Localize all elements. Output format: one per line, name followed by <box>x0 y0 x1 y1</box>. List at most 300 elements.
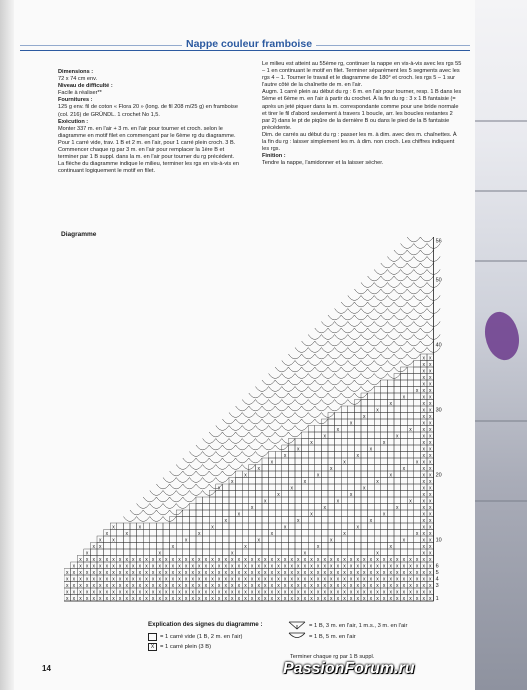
svg-text:x: x <box>422 413 425 420</box>
svg-text:x: x <box>138 569 142 576</box>
svg-text:x: x <box>402 394 406 401</box>
svg-text:x: x <box>79 569 82 576</box>
svg-text:x: x <box>184 556 188 563</box>
svg-text:x: x <box>310 563 313 570</box>
svg-text:x: x <box>184 563 188 570</box>
svg-text:x: x <box>429 368 432 375</box>
svg-text:x: x <box>429 439 432 446</box>
svg-text:x: x <box>376 589 379 596</box>
svg-text:x: x <box>85 582 89 589</box>
svg-text:x: x <box>349 582 353 589</box>
svg-text:x: x <box>217 582 221 589</box>
svg-text:x: x <box>316 556 320 563</box>
svg-text:x: x <box>349 491 353 498</box>
svg-text:x: x <box>336 556 340 563</box>
svg-text:x: x <box>257 556 260 563</box>
svg-text:x: x <box>125 556 128 563</box>
svg-text:x: x <box>429 459 432 466</box>
svg-text:x: x <box>158 556 161 563</box>
svg-text:x: x <box>237 511 241 518</box>
svg-text:x: x <box>198 582 201 589</box>
diagram-title: Diagramme <box>61 231 97 238</box>
svg-text:x: x <box>290 589 293 596</box>
svg-text:x: x <box>369 569 373 576</box>
svg-text:x: x <box>415 595 419 602</box>
svg-text:x: x <box>184 582 188 589</box>
svg-text:x: x <box>277 576 280 583</box>
svg-text:x: x <box>79 582 82 589</box>
svg-text:x: x <box>231 595 234 602</box>
svg-text:x: x <box>158 595 161 602</box>
svg-text:x: x <box>250 589 254 596</box>
svg-text:x: x <box>264 595 267 602</box>
difficulty-value: Facile à réaliser** <box>58 90 102 97</box>
svg-text:x: x <box>396 569 399 576</box>
svg-text:x: x <box>336 595 340 602</box>
svg-text:x: x <box>402 563 406 570</box>
svg-text:x: x <box>422 589 425 596</box>
svg-text:x: x <box>343 576 346 583</box>
svg-text:x: x <box>105 595 109 602</box>
svg-text:x: x <box>132 563 135 570</box>
svg-text:x: x <box>165 569 168 576</box>
svg-text:x: x <box>158 569 161 576</box>
svg-text:x: x <box>92 563 95 570</box>
svg-text:x: x <box>191 589 194 596</box>
svg-text:x: x <box>356 563 359 570</box>
svg-text:x: x <box>132 582 135 589</box>
svg-text:x: x <box>250 504 254 511</box>
svg-text:x: x <box>224 569 227 576</box>
svg-text:x: x <box>422 374 425 381</box>
svg-text:x: x <box>237 556 241 563</box>
svg-text:x: x <box>66 569 69 576</box>
svg-text:x: x <box>429 576 432 583</box>
svg-text:x: x <box>92 576 95 583</box>
svg-text:x: x <box>270 530 274 537</box>
svg-text:x: x <box>363 569 366 576</box>
svg-text:x: x <box>85 576 89 583</box>
svg-text:x: x <box>363 595 366 602</box>
svg-text:x: x <box>151 563 155 570</box>
svg-text:x: x <box>396 556 399 563</box>
svg-text:x: x <box>79 595 82 602</box>
svg-text:x: x <box>376 556 379 563</box>
svg-text:x: x <box>396 576 399 583</box>
svg-text:x: x <box>237 582 241 589</box>
svg-text:x: x <box>422 368 425 375</box>
svg-text:x: x <box>323 504 326 511</box>
svg-text:x: x <box>349 420 353 427</box>
svg-text:x: x <box>264 569 267 576</box>
svg-text:x: x <box>349 589 353 596</box>
svg-text:x: x <box>429 595 432 602</box>
svg-text:x: x <box>237 569 241 576</box>
svg-text:x: x <box>297 595 300 602</box>
svg-text:x: x <box>283 452 287 459</box>
svg-text:x: x <box>429 433 432 440</box>
svg-text:x: x <box>178 563 181 570</box>
svg-text:x: x <box>422 361 425 368</box>
svg-text:x: x <box>356 556 359 563</box>
finishing-value: Tendre la nappe, l'amidonner et la laisser sécher. <box>262 160 384 167</box>
svg-text:x: x <box>429 543 432 550</box>
svg-text:x: x <box>191 563 194 570</box>
svg-text:x: x <box>409 426 412 433</box>
svg-text:x: x <box>330 537 333 544</box>
svg-text:x: x <box>264 498 267 505</box>
svg-text:x: x <box>264 576 267 583</box>
svg-text:x: x <box>211 556 214 563</box>
svg-text:x: x <box>310 511 313 518</box>
svg-text:x: x <box>92 569 95 576</box>
svg-text:x: x <box>336 426 340 433</box>
svg-text:x: x <box>283 589 287 596</box>
svg-text:x: x <box>336 569 340 576</box>
svg-text:x: x <box>429 511 432 518</box>
svg-text:x: x <box>323 563 326 570</box>
svg-text:x: x <box>270 582 274 589</box>
svg-text:x: x <box>316 543 320 550</box>
svg-text:x: x <box>112 582 115 589</box>
svg-text:x: x <box>125 582 128 589</box>
svg-text:x: x <box>422 491 425 498</box>
row-number-label: 4 <box>435 576 439 583</box>
svg-text:x: x <box>396 582 399 589</box>
legend-arch-1 <box>288 621 407 630</box>
svg-text:x: x <box>310 589 313 596</box>
svg-text:x: x <box>429 517 432 524</box>
svg-text:x: x <box>118 589 122 596</box>
svg-text:x: x <box>415 589 419 596</box>
svg-text:x: x <box>171 576 175 583</box>
svg-text:x: x <box>363 485 366 492</box>
svg-text:x: x <box>270 569 274 576</box>
svg-text:x: x <box>151 556 155 563</box>
right-paragraph-3: Dim. de carrés au début du rg : passer les m. à dim. avec des m. chaînettes. À la fin du rg : laisser simplement les m. à dim. non croch. Les chiffres indiquent les rgs. <box>262 131 457 153</box>
svg-text:x: x <box>257 595 260 602</box>
svg-text:x: x <box>422 433 425 440</box>
svg-text:x: x <box>151 569 155 576</box>
svg-text:x: x <box>376 576 379 583</box>
svg-text:x: x <box>66 582 69 589</box>
svg-text:x: x <box>369 446 373 453</box>
row-number-label: 40 <box>435 342 442 349</box>
svg-text:x: x <box>250 576 254 583</box>
svg-text:x: x <box>145 569 148 576</box>
svg-text:x: x <box>250 569 254 576</box>
svg-text:x: x <box>409 576 412 583</box>
svg-text:x: x <box>198 569 201 576</box>
svg-text:x: x <box>303 478 307 485</box>
svg-text:x: x <box>310 582 313 589</box>
svg-text:x: x <box>264 556 267 563</box>
svg-text:x: x <box>165 563 168 570</box>
right-paragraph-2: Augm. 1 carré plein au début du rg : 6 m. en l'air pour tourner, resp. 1 B dans les 5ème et 6ème m. en l'air à partir du crochet. À la fin du rg : 3 x 1 B fantaisie (= après un jeté piquer dans la m. correspondante comme pour une bride normale et tirer le fil d'abord seulement à travers 1 boucle, arr. les boucles restantes 2 par 2) dans le pt de piqûre de la dernière B ou dans le pied de la B fantaisie précédente. <box>262 89 462 131</box>
svg-text:x: x <box>250 556 254 563</box>
svg-text:x: x <box>422 576 425 583</box>
svg-text:x: x <box>145 582 148 589</box>
svg-text:x: x <box>303 589 307 596</box>
svg-text:x: x <box>112 569 115 576</box>
svg-text:x: x <box>316 595 320 602</box>
legend-arch-1-text: = 1 B, 3 m. en l'air, 1 m.s., 3 m. en l'air <box>309 622 408 629</box>
svg-text:x: x <box>112 589 115 596</box>
svg-text:x: x <box>125 563 128 570</box>
svg-text:x: x <box>316 563 320 570</box>
svg-text:x: x <box>429 472 432 479</box>
svg-text:x: x <box>303 550 307 557</box>
svg-text:x: x <box>323 582 326 589</box>
header-rule <box>20 50 470 51</box>
svg-text:x: x <box>297 446 300 453</box>
supplies-value: 125 g env. fil de coton « Flora 20 » (long. de fil 208 m/25 g) en framboise (col. 216) de GRÜNDL. 1 crochet No 1,5. <box>58 104 238 118</box>
svg-text:x: x <box>409 498 412 505</box>
svg-text:x: x <box>290 576 293 583</box>
svg-text:x: x <box>303 576 307 583</box>
legend-arch-2-text: = 1 B, 5 m. en l'air <box>309 633 356 640</box>
full-square-icon: X <box>148 643 157 651</box>
svg-text:x: x <box>132 576 135 583</box>
svg-text:x: x <box>105 569 109 576</box>
svg-text:x: x <box>191 582 194 589</box>
svg-text:x: x <box>165 595 168 602</box>
svg-text:x: x <box>323 569 326 576</box>
svg-text:x: x <box>231 576 234 583</box>
svg-text:x: x <box>343 556 346 563</box>
svg-text:x: x <box>145 576 148 583</box>
legend-full-square <box>148 643 211 651</box>
svg-text:x: x <box>211 582 214 589</box>
svg-text:x: x <box>277 491 280 498</box>
svg-text:x: x <box>224 576 227 583</box>
svg-text:x: x <box>244 563 247 570</box>
svg-text:x: x <box>72 569 76 576</box>
svg-text:x: x <box>396 504 399 511</box>
svg-text:x: x <box>198 595 201 602</box>
svg-text:x: x <box>224 556 227 563</box>
svg-text:x: x <box>79 576 82 583</box>
svg-text:x: x <box>151 595 155 602</box>
svg-text:x: x <box>429 491 432 498</box>
svg-text:x: x <box>184 595 188 602</box>
svg-text:x: x <box>396 595 399 602</box>
svg-text:x: x <box>165 576 168 583</box>
svg-text:x: x <box>224 582 227 589</box>
svg-text:x: x <box>343 595 346 602</box>
svg-text:x: x <box>297 569 300 576</box>
svg-text:x: x <box>363 589 366 596</box>
svg-text:x: x <box>204 589 208 596</box>
svg-text:x: x <box>105 589 109 596</box>
svg-text:x: x <box>349 576 353 583</box>
svg-text:x: x <box>356 595 359 602</box>
svg-text:x: x <box>336 498 340 505</box>
finishing-label: Finition : <box>262 153 286 160</box>
svg-text:x: x <box>429 478 432 485</box>
svg-text:x: x <box>349 569 353 576</box>
svg-text:x: x <box>422 394 425 401</box>
svg-text:x: x <box>211 589 214 596</box>
svg-text:x: x <box>290 563 293 570</box>
legend-title: Explication des signes du diagramme : <box>148 621 263 628</box>
svg-text:x: x <box>376 478 379 485</box>
svg-text:x: x <box>171 582 175 589</box>
svg-text:x: x <box>270 459 274 466</box>
svg-text:x: x <box>237 563 241 570</box>
svg-text:x: x <box>250 582 254 589</box>
svg-text:x: x <box>422 550 425 557</box>
svg-text:x: x <box>138 582 142 589</box>
svg-text:x: x <box>369 563 373 570</box>
svg-text:x: x <box>171 563 175 570</box>
svg-text:x: x <box>376 550 379 557</box>
svg-text:x: x <box>330 556 333 563</box>
svg-text:x: x <box>290 556 293 563</box>
svg-text:x: x <box>231 550 234 557</box>
svg-text:x: x <box>105 530 109 537</box>
svg-text:x: x <box>244 576 247 583</box>
table-photo <box>475 0 527 690</box>
svg-text:x: x <box>422 420 425 427</box>
svg-text:x: x <box>198 530 201 537</box>
page-gutter <box>0 0 14 690</box>
svg-text:x: x <box>198 576 201 583</box>
svg-text:x: x <box>429 504 432 511</box>
svg-text:x: x <box>429 426 432 433</box>
svg-text:x: x <box>422 381 425 388</box>
svg-text:x: x <box>415 459 419 466</box>
svg-text:x: x <box>217 595 221 602</box>
svg-text:x: x <box>422 563 425 570</box>
svg-text:x: x <box>290 569 293 576</box>
svg-text:x: x <box>85 589 89 596</box>
svg-text:x: x <box>165 556 168 563</box>
svg-text:x: x <box>217 563 221 570</box>
svg-text:x: x <box>310 556 313 563</box>
svg-text:x: x <box>316 576 320 583</box>
svg-text:x: x <box>198 563 201 570</box>
svg-text:x: x <box>422 478 425 485</box>
svg-text:x: x <box>231 582 234 589</box>
svg-text:x: x <box>422 439 425 446</box>
svg-text:x: x <box>376 563 379 570</box>
page-number: 14 <box>42 664 51 673</box>
svg-text:x: x <box>382 582 386 589</box>
svg-text:x: x <box>125 530 128 537</box>
svg-text:x: x <box>277 563 280 570</box>
svg-text:x: x <box>138 589 142 596</box>
svg-text:x: x <box>389 563 392 570</box>
svg-text:x: x <box>429 563 432 570</box>
legend-full-text: = 1 carré plein (3 B) <box>160 644 212 650</box>
svg-text:x: x <box>330 569 333 576</box>
svg-text:x: x <box>85 556 89 563</box>
svg-text:x: x <box>396 563 399 570</box>
svg-text:x: x <box>409 589 412 596</box>
row-number-label: 50 <box>435 277 442 284</box>
execution-label: Exécution : <box>58 118 89 125</box>
svg-text:x: x <box>376 569 379 576</box>
svg-text:x: x <box>303 582 307 589</box>
svg-text:x: x <box>422 485 425 492</box>
svg-text:x: x <box>99 563 102 570</box>
svg-text:x: x <box>237 576 241 583</box>
svg-text:x: x <box>429 550 432 557</box>
svg-text:x: x <box>297 582 300 589</box>
svg-text:x: x <box>382 511 386 518</box>
svg-text:x: x <box>422 426 425 433</box>
svg-text:x: x <box>290 582 293 589</box>
svg-text:x: x <box>330 595 333 602</box>
svg-text:x: x <box>297 589 300 596</box>
svg-text:x: x <box>125 576 128 583</box>
svg-text:x: x <box>184 569 188 576</box>
svg-text:x: x <box>138 556 142 563</box>
svg-text:x: x <box>429 537 432 544</box>
row-number-label: 56 <box>435 238 442 245</box>
svg-text:x: x <box>151 582 155 589</box>
row-number-label: 30 <box>435 407 442 414</box>
svg-text:x: x <box>237 595 241 602</box>
svg-text:x: x <box>257 582 260 589</box>
svg-text:x: x <box>118 576 122 583</box>
svg-text:x: x <box>132 589 135 596</box>
svg-text:x: x <box>118 563 122 570</box>
svg-text:x: x <box>158 576 161 583</box>
svg-text:x: x <box>171 543 175 550</box>
svg-text:x: x <box>422 511 425 518</box>
svg-text:x: x <box>376 582 379 589</box>
svg-text:x: x <box>191 595 194 602</box>
svg-text:x: x <box>290 485 293 492</box>
row-number-label: 3 <box>435 583 439 589</box>
svg-text:x: x <box>99 556 102 563</box>
svg-text:x: x <box>217 569 221 576</box>
svg-text:x: x <box>105 556 109 563</box>
svg-text:x: x <box>211 524 214 531</box>
svg-text:x: x <box>343 582 346 589</box>
svg-text:x: x <box>402 569 406 576</box>
svg-text:x: x <box>85 550 89 557</box>
svg-text:x: x <box>363 576 366 583</box>
svg-text:x: x <box>402 465 406 472</box>
svg-text:x: x <box>171 569 175 576</box>
svg-text:x: x <box>211 569 214 576</box>
svg-text:x: x <box>330 589 333 596</box>
svg-text:x: x <box>343 589 346 596</box>
svg-text:x: x <box>92 543 95 550</box>
svg-text:x: x <box>132 556 135 563</box>
svg-text:x: x <box>382 439 386 446</box>
svg-text:x: x <box>303 563 307 570</box>
svg-text:x: x <box>283 582 287 589</box>
svg-text:x: x <box>330 582 333 589</box>
empty-square-icon <box>148 633 157 641</box>
svg-text:x: x <box>204 595 208 602</box>
svg-text:x: x <box>72 576 76 583</box>
svg-text:x: x <box>283 524 287 531</box>
svg-text:x: x <box>191 569 194 576</box>
svg-text:x: x <box>363 563 366 570</box>
svg-text:x: x <box>422 582 425 589</box>
svg-text:x: x <box>211 563 214 570</box>
svg-text:x: x <box>422 472 425 479</box>
svg-text:x: x <box>297 563 300 570</box>
svg-text:x: x <box>204 563 208 570</box>
svg-text:x: x <box>224 589 227 596</box>
svg-text:x: x <box>217 556 221 563</box>
